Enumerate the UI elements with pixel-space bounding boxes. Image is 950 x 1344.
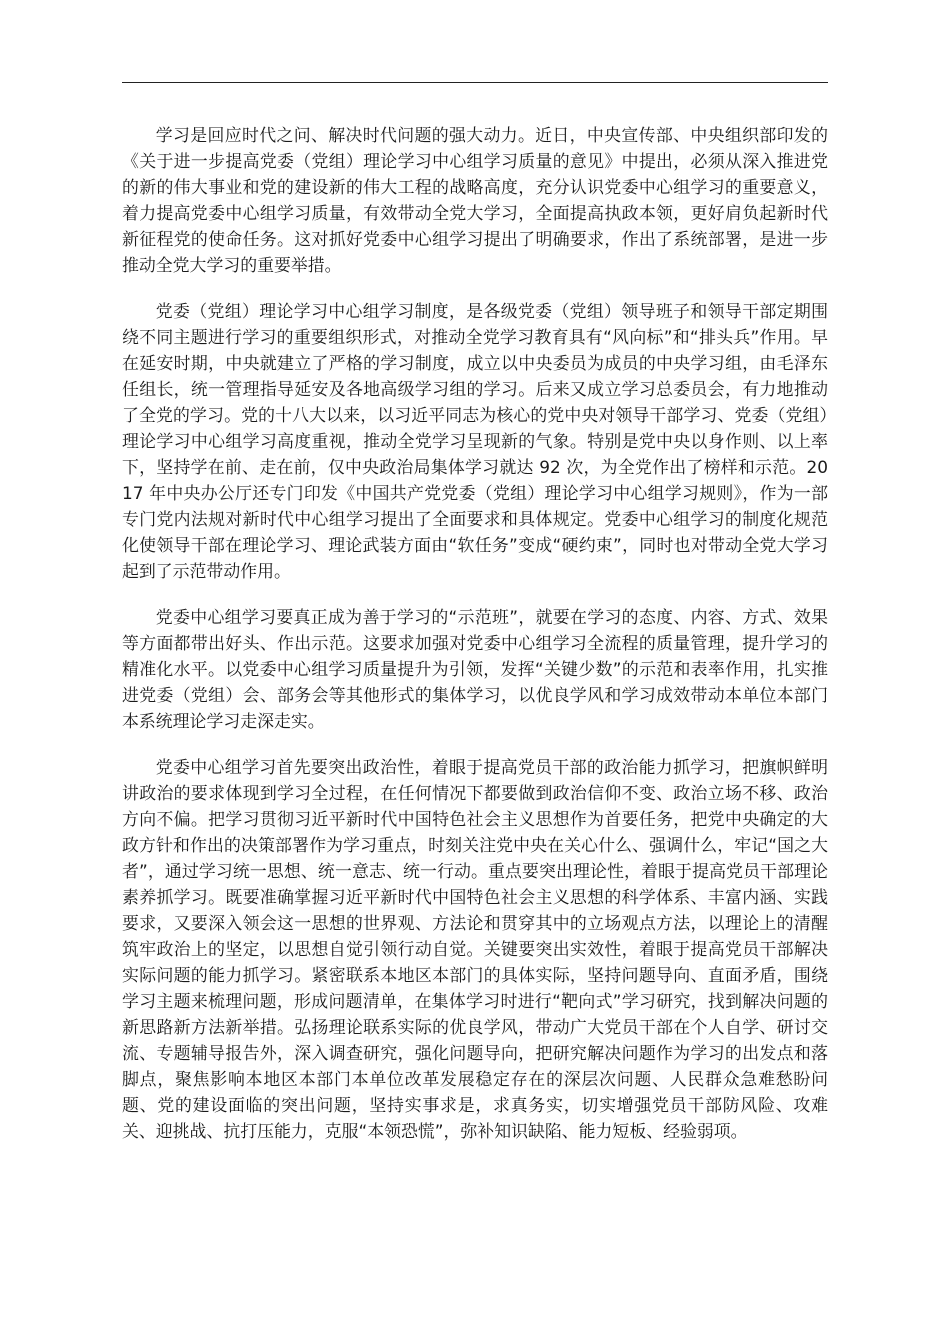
paragraph-4: 党委中心组学习首先要突出政治性，着眼于提高党员干部的政治能力抓学习，把旗帜鲜明讲政治的要求体现到学习全过程，在任何情况下都要做到政治信仰不变、政治立场不移、政治方向不偏。把学习贯彻习近平新时代中国特色社会主义思想作为首要任务，把党中央确定的大政方针和作出的决策部署作为学习重点，时刻关注党中央在关心什么、强调什么，牢记“国之大者”，通过学习统一思想、统一意志、统一行动。重点要突出理论性，着眼于提高党员干部理论素养抓学习。既要准确掌握习近平新时代中国特色社会主义思想的科学体系、丰富内涵、实践要求，又要深入领会这一思想的世界观、方法论和贯穿其中的立场观点方法，以理论上的清醒筑牢政治上的坚定，以思想自觉引领行动自觉。关键要突出实效性，着眼于提高党员干部解决实际问题的能力抓学习。紧密联系本地区本部门的具体实际，坚持问题导向、直面矛盾，围绕学习主题来梳理问题，形成问题清单，在集体学习时进行“靶向式”学习研究，找到解决问题的新思路新方法新举措。弘扬理论联系实际的优良学风，带动广大党员干部在个人自学、研讨交流、专题辅导报告外，深入调查研究，强化问题导向，把研究解决问题作为学习的出发点和落脚点，聚焦影响本地区本部门本单位改革发展稳定存在的深层次问题、人民群众急难愁盼问题、党的建设面临的突出问题，坚持实事求是，求真务实，切实增强党员干部防风险、攻难关、迎挑战、抗打压能力，克服“本领恐慌”，弥补知识缺陷、能力短板、经验弱项。 <box>122 757 828 1141</box>
paragraph-1: 学习是回应时代之问、解决时代问题的强大动力。近日，中央宣传部、中央组织部印发的《关于进一步提高党委（党组）理论学习中心组学习质量的意见》中提出，必须从深入推进党的新的伟大事业和党的建设新的伟大工程的战略高度，充分认识党委中心组学习的重要意义，着力提高党委中心组学习质量，有效带动全党大学习，全面提高执政本领，更好肩负起新时代新征程党的使命任务。这对抓好党委中心组学习提出了明确要求，作出了系统部署，是进一步推动全党大学习的重要举措。 <box>122 125 828 275</box>
article-body <box>122 122 828 1164</box>
paragraph-3: 党委中心组学习要真正成为善于学习的“示范班”，就要在学习的态度、内容、方式、效果等方面都带出好头、作出示范。这要求加强对党委中心组学习全流程的质量管理，提升学习的精准化水平。以党委中心组学习质量提升为引领，发挥“关键少数”的示范和表率作用，扎实推进党委（党组）会、部务会等其他形式的集体学习，以优良学风和学习成效带动本单位本部门本系统理论学习走深走实。 <box>122 607 828 731</box>
header-rule <box>122 82 828 83</box>
paragraph-2: 党委（党组）理论学习中心组学习制度，是各级党委（党组）领导班子和领导干部定期围绕不同主题进行学习的重要组织形式，对推动全党学习教育具有“风向标”和“排头兵”作用。早在延安时期，中央就建立了严格的学习制度，成立以中央委员为成员的中央学习组，由毛泽东任组长，统一管理指导延安及各地高级学习组的学习。后来又成立学习总委员会，有力地推动了全党的学习。党的十八大以来，以习近平同志为核心的党中央对领导干部学习、党委（党组）理论学习中心组学习高度重视，推动全党学习呈现新的气象。特别是党中央以身作则、以上率下，坚持学在前、走在前，仅中央政治局集体学习就达 92 次，为全党作出了榜样和示范。2017 年中央办公厅还专门印发《中国共产党党委（党组）理论学习中心组学习规则》，作为一部专门党内法规对新时代中心组学习提出了全面要求和具体规定。党委中心组学习的制度化规范化使领导干部在理论学习、理论武装方面由“软任务”变成“硬约束”，同时也对带动全党大学习起到了示范带动作用。 <box>122 301 828 581</box>
